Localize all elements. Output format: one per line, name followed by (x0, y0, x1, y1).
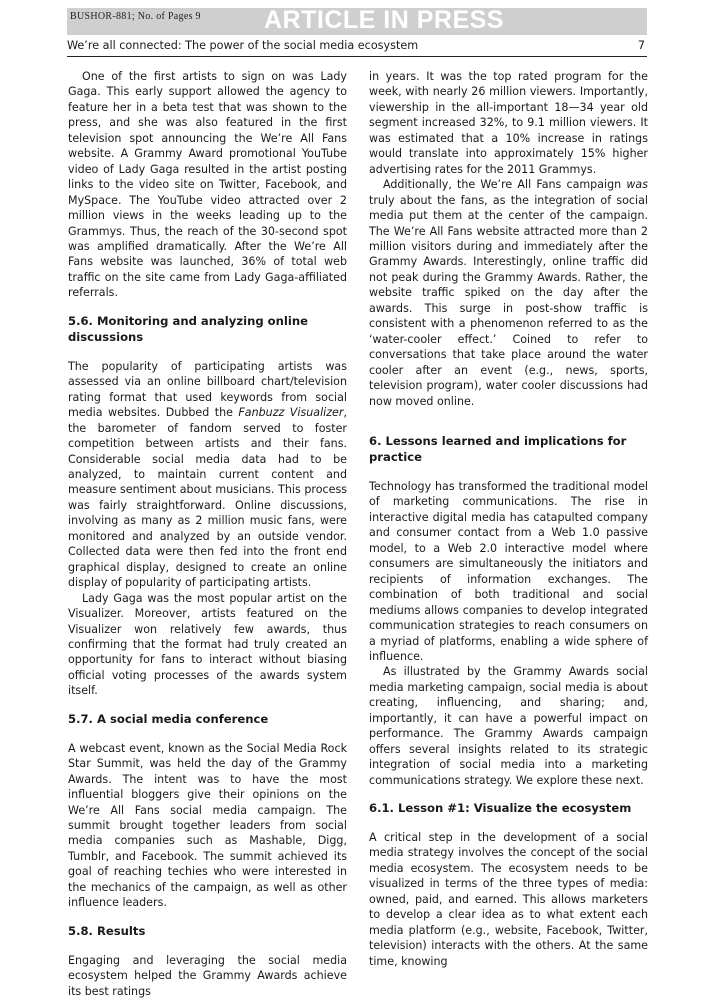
paragraph: Technology has transformed the traditional model of marketing communications. The rise in interactive digital media has catapulted company and consumer contact from a Web 1.0 passive model, to a Web 2.0 interactive model where consumers are simultaneously the initiators and recipients of information exchanges. The combination of both traditional and social mediums allows companies to develop integrated communication strategies to reach consumers on a myriad of platforms, enabling a wide sphere of influence. (369, 479, 648, 663)
left-column (68, 69, 347, 999)
paragraph: Lady Gaga was the most popular artist on the Visualizer. Moreover, artists featured on the Visualizer won relatively few awards, thus confirming that the format had truly created an opportunity for fans to interact without biasing official voting processes of the awards system itself. (68, 591, 347, 698)
page-number: 7 (637, 39, 645, 52)
paragraph: A critical step in the development of a social media strategy involves the concept of the social media ecosystem. The ecosystem needs to be visualized in terms of the three types of media: owned, paid, and earned. This allows marketers to develop a clear idea as to what extent each media platform (e.g., website, Facebook, Twitter, television) interacts with the others. At the same time, knowing (369, 831, 648, 968)
article-in-press-label: ARTICLE IN PRESS (264, 6, 504, 34)
right-column (369, 69, 648, 969)
paragraph: As illustrated by the Grammy Awards social media marketing campaign, social media is about creating, influencing, and sharing; and, importantly, it can have a powerful impact on performance. The Grammy Awards campaign offers several insights related to its strategic integration of social media into a marketing communications strategy. We explore these next. (369, 665, 648, 787)
section-heading-5-8: 5.8. Results (68, 923, 146, 938)
paragraph: A webcast event, known as the Social Media Rock Star Summit, was held the day of the Grammy Awards. The intent was to have the most influential bloggers give their opinions on the We’re All Fans social media campaign. The summit brought together leaders from social media companies such as Mashable, Digg, Tumblr, and Facebook. The summit achieved its goal of reaching techies who were interested in the mechanics of the campaign, as well as other influence leaders. (68, 741, 347, 910)
paragraph: The popularity of participating artists was assessed via an online billboard chart/television rating format that used keywords from social media websites. Dubbed the Fanbuzz Visualizer, the barometer of fandom served to foster competition between artists and their fans. Considerable social media data had to be analyzed, to maintain current content and measure sentiment about musicians. This process was fairly straightforward. Online discussions, involving as many as 2 million music fans, were monitored and analyzed by an outside vendor. Collected data were then fed into the front end graphical display, designed to create an online display of popularity of participating artists. (68, 359, 347, 590)
running-head (67, 39, 647, 57)
running-title: We’re all connected: The power of the social media ecosystem (67, 39, 419, 52)
paragraph: Engaging and leveraging the social media ecosystem helped the Grammy Awards achieve its best ratings (68, 953, 347, 998)
section-heading-5-7: 5.7. A social media conference (68, 711, 269, 726)
paragraph: One of the first artists to sign on was Lady Gaga. This early support allowed the agency to feature her in a beta test that was shown to the press, and she was also featured in the first television spot announcing the We’re All Fans website. A Grammy Award promotional YouTube video of Lady Gaga resulted in the artist posting links to the video site on Twitter, Facebook, and MySpace. The YouTube video attracted over 2 million views in the weeks leading up to the Grammys. Thus, the reach of the 30-second spot was amplified dramatically. After the We’re All Fans website was launched, 36% of total web traffic on the site came from Lady Gaga-affiliated referrals. (68, 70, 347, 300)
manuscript-id: BUSHOR-881; No. of Pages 9 (70, 11, 201, 22)
paragraph: in years. It was the top rated program for the week, with nearly 26 million viewers. Importantly, viewership in the all-important 18—34 year old segment increased 32%, to 9.1 million viewers. It was estimated that a 10% increase in ratings would translate into approximately 15% higher advertising rates for the 2011 Grammys. (369, 70, 648, 176)
section-heading-6: 6. Lessons learned and implications for practice (369, 433, 627, 464)
section-heading-6-1: 6.1. Lesson #1: Visualize the ecosystem (369, 801, 632, 816)
section-heading-5-6: 5.6. Monitoring and analyzing online discussions (68, 313, 308, 344)
paragraph: Additionally, the We’re All Fans campaign was truly about the fans, as the integration of social media put them at the center of the campaign. The We’re All Fans website attracted more than 2 million visitors during and immediately after the Grammy Awards. Interestingly, online traffic did not peak during the Grammy Awards. Rather, the website traffic spiked on the day after the awards. This surge in post-show traffic is consistent with a phenomenon referred to as the ‘water-cooler effect.’ Coined to refer to conversations that take place around the water cooler after an event (e.g., news, sports, television program), water cooler discussions had now moved online. (369, 178, 648, 408)
